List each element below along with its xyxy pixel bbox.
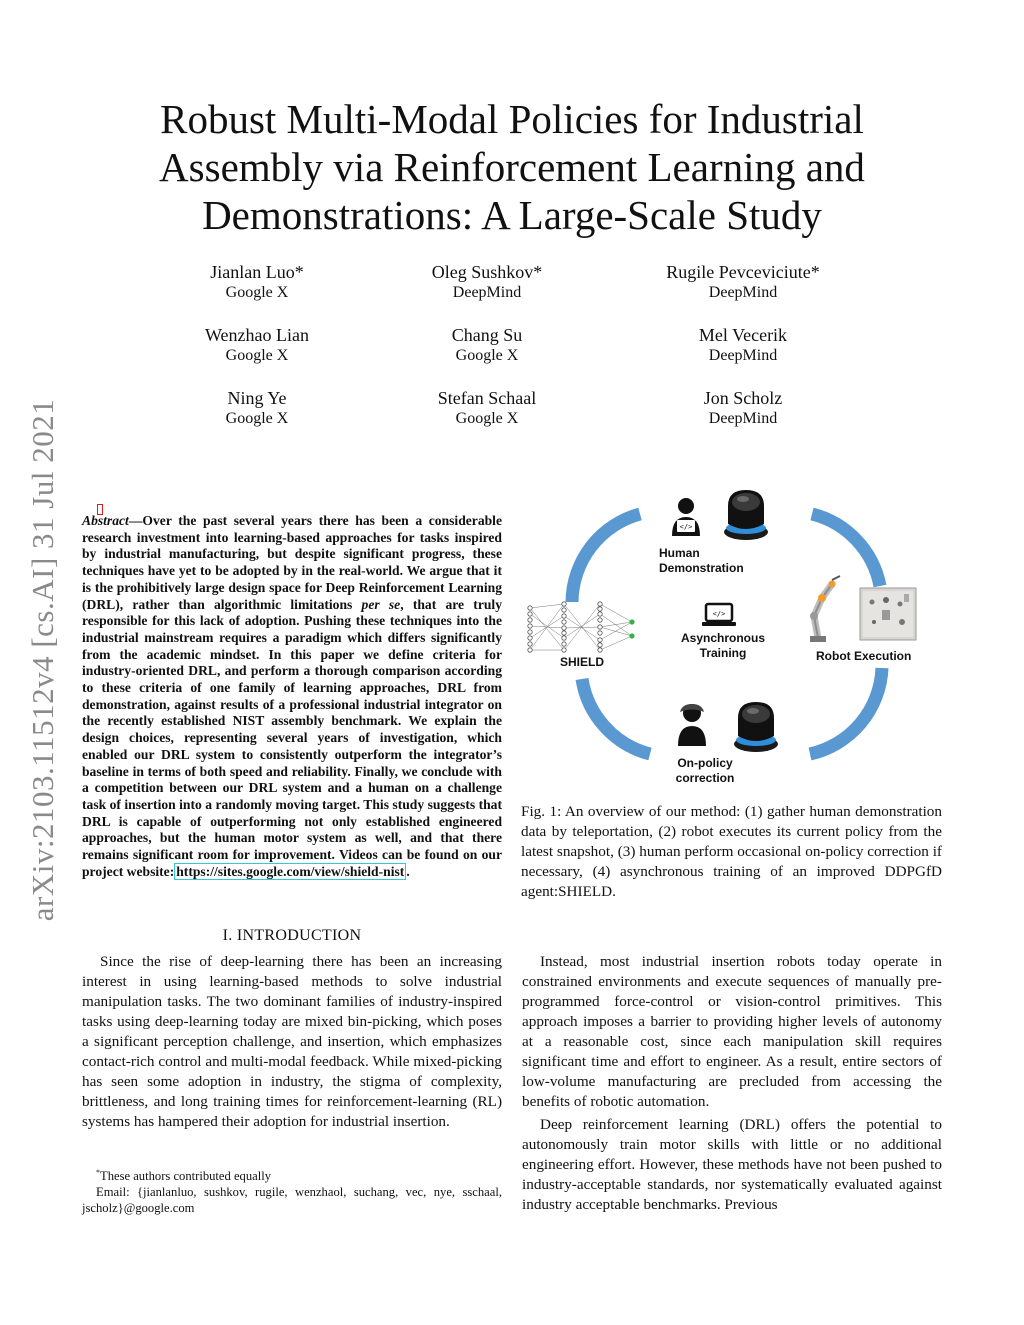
author-block	[623, 387, 863, 429]
author-block	[137, 387, 377, 429]
cycle-arc-bottom-right	[810, 668, 882, 754]
figure-caption: Fig. 1: An overview of our method: (1) gather human demonstration data by teleportation, (2) robot executes its current policy from the latest snapshot, (3) human perform occasional on-policy correction if necessary, (4) asynchronous training of an improved DDPGfD agent:SHIELD.	[521, 803, 942, 900]
label-asynchronous-training	[668, 631, 778, 661]
person-icon	[678, 704, 706, 746]
abstract-text: Over the past several years there has been a considerable research investment into learning-based approaches for tasks inspired by industrial manufacturing, but despite significant progress, these techniques have yet to be adopted by in the real-world. We argue that it is the prohibitively large design space for Deep Reinforcement Learning (DRL), rather than algorithmic limitations	[82, 513, 502, 612]
author-affiliation: DeepMind	[708, 284, 778, 301]
abstract-heading: Abstract	[82, 513, 129, 528]
arxiv-identifier: arXiv:2103.11512v4 [cs.AI] 31 Jul 2021	[25, 398, 60, 922]
intro-paragraph	[82, 952, 502, 1132]
author-block	[367, 261, 607, 303]
author-name: Rugile Pevceviciute*	[666, 262, 820, 282]
neural-network-icon	[528, 602, 635, 652]
author-affiliation: DeepMind	[708, 410, 778, 427]
overview-figure	[520, 484, 940, 794]
label-line: Human	[659, 546, 700, 560]
robot-arm-icon	[810, 576, 840, 642]
svg-text:</>: </>	[712, 610, 726, 618]
author-name: Chang Su	[451, 325, 523, 345]
footnote-email: Email: {jianlanluo, sushkov, rugile, wenzhaol, suchang, vec, nye, sschaal, jscholz}@google.com	[82, 1185, 502, 1216]
label-on-policy-correction	[660, 756, 750, 786]
label-line: Demonstration	[659, 561, 744, 575]
author-affiliation: Google X	[225, 410, 289, 427]
author-block	[137, 261, 377, 303]
abstract-dash: —	[128, 513, 143, 528]
cycle-arc-top-left	[572, 514, 640, 602]
paragraph-text: Deep reinforcement learning (DRL) offers the potential to autonomously train motor skills with little or no additional engineering effort. However, these methods have not been pushed to industry-acceptable standards, nor systematically evaluated against industry acceptable benchmarks. Previous	[522, 1116, 942, 1213]
paragraph-text: Since the rise of deep-learning there has been an increasing interest in using learning-based methods to solve industrial manipulation tasks. The two dominant families of industry-inspired tasks using deep-learning today are mixed bin-picking, which poses a significant perception challenge, and insertion, which emphasizes contact-rich control and multi-modal feedback. While mixed-picking has seen some adoption in industry, the stigma of complexity, brittleness, and long training times for reinforcement-learning (RL) systems has hampered their adoption for industrial insertion.	[82, 953, 502, 1130]
spacemouse-icon	[724, 490, 768, 540]
intro-paragraph	[522, 952, 942, 1112]
cycle-arc-bottom-left	[582, 679, 650, 754]
spacemouse-icon	[734, 702, 778, 752]
title-line: Robust Multi-Modal Policies for Industrial	[160, 96, 864, 142]
author-name: Jon Scholz	[703, 388, 783, 408]
label-line: Training	[699, 646, 747, 660]
label-shield: SHIELD	[560, 655, 605, 669]
abstract-end: .	[406, 863, 410, 879]
author-block	[367, 324, 607, 366]
cycle-arc-top-right	[812, 514, 880, 586]
author-block	[623, 324, 863, 366]
author-affiliation: DeepMind	[452, 284, 522, 301]
author-affiliation: Google X	[225, 347, 289, 364]
footnote-contribution: These authors contributed equally	[100, 1169, 272, 1184]
abstract-emphasis: per se	[361, 596, 401, 612]
title-line: Assembly via Reinforcement Learning and	[159, 144, 865, 190]
label-human-demonstration	[659, 546, 744, 576]
person-laptop-icon	[672, 498, 700, 536]
intro-paragraph	[522, 1115, 942, 1215]
author-block	[367, 387, 607, 429]
author-name: Jianlan Luo*	[210, 262, 304, 282]
svg-text:</>: </>	[679, 523, 693, 531]
label-line: Asynchronous	[680, 631, 765, 645]
project-website-link[interactable]: https://sites.google.com/view/shield-nist	[176, 863, 405, 879]
paper-title	[120, 95, 904, 239]
label-robot-execution: Robot Execution	[816, 649, 912, 663]
author-name: Stefan Schaal	[437, 388, 537, 408]
author-name: Wenzhao Lian	[204, 325, 309, 345]
label-line: On-policy	[677, 756, 733, 770]
author-affiliation: DeepMind	[708, 347, 778, 364]
footnote	[82, 1165, 502, 1216]
abstract-text: , that are truly responsible for this lack of adoption. Pushing these techniques into the industrial mainstream requires a paradigm which differs significantly from the academic mindset. In this paper we define criteria for industry-oriented DRL, and perform a thorough comparison according to these criteria of one family of learning approaches, DRL from demonstration, against results of a professional industrial integrator on the recently established NIST assembly benchmark. We explain the design choices, representing several years of investigation, which enabled our DRL system to consistently outperform the integrator’s baseline in terms of both speed and reliability. Finally, we conclude with a competition between our DRL system and a human on a challenge task of insertion into a randomly moving target. This study suggests that DRL is capable of outperforming not only established engineered approaches, but the human motor system as well, and that there remains significant room for improvement. Videos can be found on our project website:	[82, 596, 502, 879]
section-heading: I. INTRODUCTION	[222, 927, 362, 944]
author-affiliation: Google X	[225, 284, 289, 301]
author-affiliation: Google X	[455, 347, 519, 364]
author-block	[137, 324, 377, 366]
author-name: Ning Ye	[227, 388, 287, 408]
author-affiliation: Google X	[455, 410, 519, 427]
paragraph-text: Instead, most industrial insertion robots today operate in constrained environments and execute sequences of manually pre-programmed force-control or vision-control primitives. This approach imposes a barrier to providing higher levels of autonomy at a reasonable cost, since each manipulation skill requires significant time and effort to engineer. As a result, entire sectors of low-volume manufacturing are precluded from accessing the benefits of robotic automation.	[522, 953, 942, 1110]
author-block	[623, 261, 863, 303]
author-name: Mel Vecerik	[698, 325, 788, 345]
footnote-mark: *	[96, 1168, 100, 1177]
laptop-code-icon	[702, 604, 736, 626]
assembly-board-icon	[860, 588, 916, 640]
label-line: correction	[675, 771, 735, 785]
abstract	[82, 513, 502, 880]
author-name: Oleg Sushkov*	[431, 262, 543, 282]
title-line: Demonstrations: A Large-Scale Study	[202, 192, 822, 238]
